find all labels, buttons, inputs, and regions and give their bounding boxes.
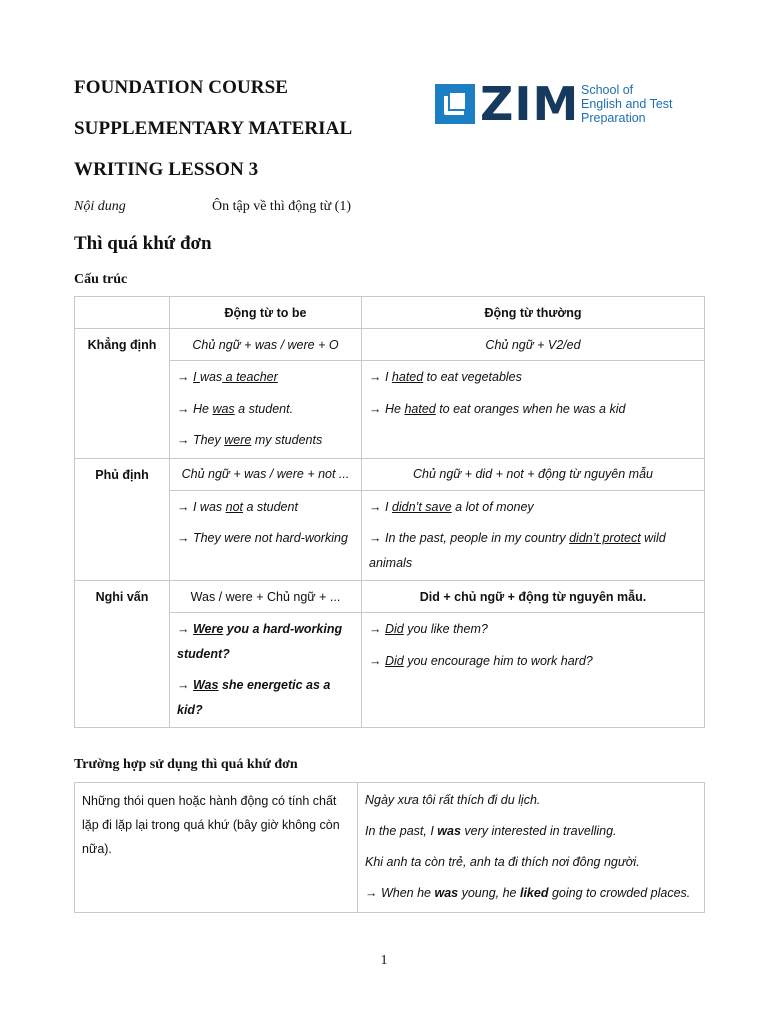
table-row [75,361,705,459]
example-text: to eat oranges when he was a kid [435,401,626,416]
emphasized-word: Did [384,653,404,668]
example-text: a lot of money [451,499,534,514]
header-cell: Động từ to be [170,297,362,329]
example-text: → I [369,370,392,384]
example-text: → [177,370,193,384]
example-line [369,526,697,575]
emphasized-word: was [437,824,461,838]
category-negative: Phủ định [75,458,170,581]
logo-tagline [581,83,673,125]
tagline-line: School of [581,83,634,97]
tagline-line: English and Test [581,97,673,111]
example-text: a student [243,499,298,514]
example-text: → I was [177,499,226,514]
example-text: you like them? [403,622,488,636]
example-line [365,850,697,875]
example-text: → [177,678,193,692]
examples-cell [362,361,705,459]
formula-cell: Chủ ngữ + was / were + O [170,329,362,361]
examples-cell [362,613,705,728]
usage-table [74,782,705,913]
example-line [177,495,354,520]
example-text: you a hard-working student? [177,622,343,661]
emphasized-word: I [192,370,200,384]
example-text: to eat vegetables [423,370,522,384]
example-line [177,526,354,551]
example-text: → They [177,433,225,447]
example-line [177,428,354,453]
table-row [75,490,705,581]
usage-label: Trường hợp sử dụng thì quá khứ đơn [74,757,298,772]
formula-cell: Did + chủ ngữ + động từ nguyên mẫu. [362,581,705,613]
emphasized-word: didn’t save [391,499,452,514]
usage-examples [358,783,705,913]
examples-cell [362,490,705,581]
example-text: → When he [365,886,435,900]
header-cell [75,297,170,329]
example-line [369,397,697,422]
example-text: was [199,370,223,384]
example-text: → He [369,401,405,416]
formula-cell: Was / were + Chủ ngữ + ... [170,581,362,613]
material-title: SUPPLEMENTARY MATERIAL [74,118,353,139]
table-row [75,458,705,490]
example-text: → I [369,499,392,514]
example-text: → [177,622,193,636]
tagline-line: Preparation [581,111,646,125]
emphasized-word: not [225,499,244,514]
formula-cell: Chủ ngữ + was / were + not ... [170,458,362,490]
example-text: a student. [234,401,294,416]
example-text: going to crowded places. [548,886,691,900]
emphasized-word: Was [192,678,219,692]
example-line [369,365,697,390]
example-text: my students [251,433,323,447]
lesson-title: WRITING LESSON 3 [74,159,259,180]
emphasized-word: hated [391,370,424,384]
formula-cell: Chủ ngữ + did + not + động từ nguyên mẫu [362,458,705,490]
content-label: Nội dung [74,199,126,214]
example-line [369,649,697,674]
table-row [75,581,705,613]
emphasized-word: didn’t protect [569,531,641,545]
page-number: 1 [380,953,388,968]
example-line [369,495,697,520]
example-text: → [369,653,385,668]
structure-label: Cấu trúc [74,272,128,287]
emphasized-word: liked [519,886,549,900]
structure-table [74,296,705,728]
book-icon [435,84,475,124]
emphasized-word: was [212,401,235,416]
content-value: Ôn tập về thì động từ (1) [212,199,352,214]
example-line [365,788,697,813]
emphasized-word: were [224,433,252,447]
example-text: young, he [458,886,520,900]
example-line [177,397,354,422]
example-text: you encourage him to work hard? [403,653,593,668]
example-text: Ngày xưa tôi rất thích đi du lịch. [365,793,541,807]
table-row [75,329,705,361]
example-line [365,881,697,906]
example-text: very interested in travelling. [460,824,617,838]
example-line [369,617,697,642]
category-affirmative: Khẳng định [75,329,170,459]
header-cell: Động từ thường [362,297,705,329]
example-line [177,673,354,722]
section-title: Thì quá khứ đơn [74,233,212,254]
zim-logo [435,77,695,131]
example-text: → [369,622,385,636]
course-title: FOUNDATION COURSE [74,77,289,98]
category-interrogative: Nghi vấn [75,581,170,728]
usage-description: Những thói quen hoặc hành động có tính chất lặp đi lặp lại trong quá khứ (bây giờ không còn nữa). [75,783,358,913]
table-header-row [75,297,705,329]
example-text: → They were not hard-working [177,531,348,545]
examples-cell [170,613,362,728]
example-text: she energetic as a kid? [177,678,331,717]
example-text: In the past, I [365,824,438,838]
example-text: wild animals [369,531,666,570]
content-line [74,199,351,215]
emphasized-word: hated [404,401,436,416]
formula-cell: Chủ ngữ + V2/ed [362,329,705,361]
examples-cell [170,361,362,459]
table-row [75,613,705,728]
emphasized-word: Did [384,622,404,636]
emphasized-word: was [434,886,459,900]
emphasized-word: a teacher [222,370,278,384]
example-line [177,617,354,666]
example-text: → In the past, people in my country [369,531,570,545]
example-line [365,819,697,844]
examples-cell [170,490,362,581]
example-text: → He [177,401,213,416]
example-line [177,365,354,390]
example-text: Khi anh ta còn trẻ, anh ta đi thích nơi đông người. [365,855,640,869]
table-row [75,783,705,913]
emphasized-word: Were [192,622,224,636]
logo-wordmark: ZIM [480,77,580,131]
